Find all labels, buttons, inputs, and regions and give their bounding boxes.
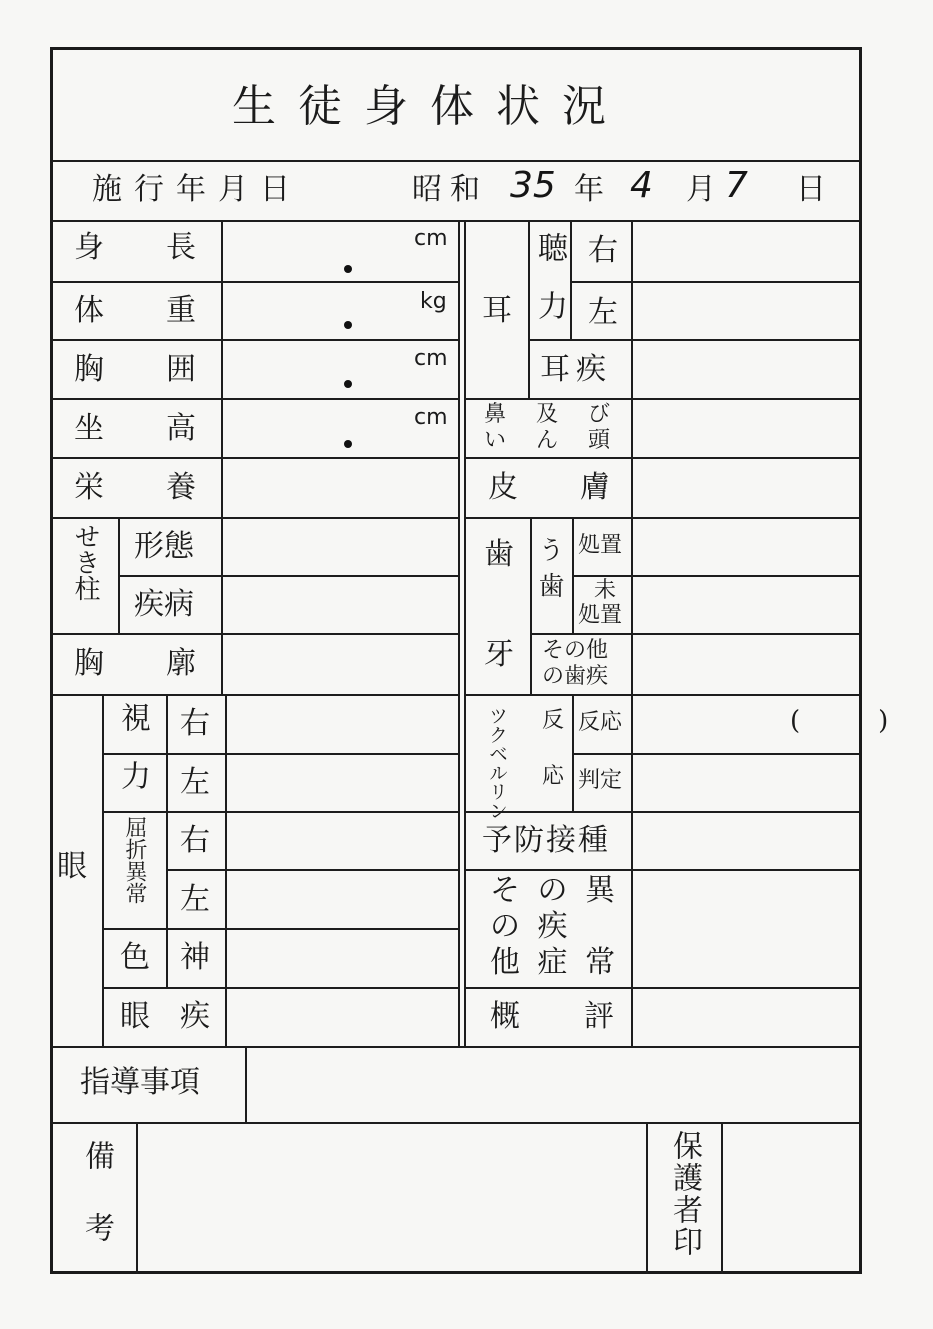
- nutrition-label-a: 栄: [74, 470, 104, 505]
- sitting-label-a: 坐: [74, 411, 104, 446]
- era-label: 昭和: [412, 172, 488, 207]
- vision-right-label: 右: [180, 706, 210, 741]
- refraction-label: 屈折異常: [122, 816, 147, 904]
- form-title: 生徒身体状況: [232, 81, 628, 132]
- caries-treated-label: 処置: [578, 533, 623, 558]
- weight-unit: kg: [420, 289, 447, 314]
- summary-label-b: 評: [584, 999, 614, 1034]
- thorax-label-a: 胸: [74, 646, 104, 681]
- weight-label-a: 体: [74, 293, 104, 328]
- vision-label: 視力: [115, 702, 150, 818]
- nose-label-1: 鼻 及 び: [484, 402, 615, 427]
- hearing-left-label: 左: [588, 295, 618, 330]
- day-unit: 日: [796, 172, 826, 207]
- height-unit: cm: [414, 226, 448, 251]
- chest-decimal-dot: [344, 380, 352, 388]
- teeth-group-bottom: 牙: [484, 637, 514, 672]
- ear-disease-label: 耳疾: [540, 352, 612, 387]
- eye-disease-label: 眼 疾: [120, 999, 210, 1034]
- height-label-b: 長: [166, 230, 196, 265]
- height-label-a: 身: [74, 230, 104, 265]
- tuberculin-col-top: 反: [542, 708, 565, 733]
- year-value: 35: [510, 165, 556, 206]
- guardian-seal-label: 保護者印: [667, 1130, 702, 1258]
- day-value: 7: [725, 165, 748, 206]
- tuberculin-label: ツクベルリン: [486, 706, 508, 820]
- spine-group-label: せき柱: [70, 523, 100, 601]
- hearing-label: 聴力: [532, 232, 567, 348]
- nose-label-2: い ん 頭: [484, 428, 615, 453]
- date-label: 施行年月日: [92, 172, 302, 207]
- other-dental-1: その他: [542, 638, 609, 663]
- spine-disease-label: 疾病: [134, 587, 194, 622]
- month-value: 4: [630, 165, 653, 206]
- refraction-right-label: 右: [180, 823, 210, 858]
- refraction-left-label: 左: [180, 882, 210, 917]
- year-unit: 年: [574, 172, 604, 207]
- sitting-unit: cm: [414, 405, 448, 430]
- skin-label-b: 膚: [580, 470, 610, 505]
- remarks-label: 備考: [79, 1140, 114, 1284]
- teeth-group-top: 歯: [484, 537, 514, 572]
- caries-untreated-1: 未: [594, 578, 617, 603]
- caries-label: う歯: [534, 536, 564, 608]
- tuberculin-reaction-label: 反応: [578, 710, 623, 735]
- sitting-label-b: 高: [166, 411, 196, 446]
- thorax-label-b: 廓: [166, 646, 196, 681]
- other-abnormality-3: 他 症 常: [490, 945, 620, 980]
- skin-label-a: 皮: [488, 470, 518, 505]
- chest-label-a: 胸: [74, 352, 104, 387]
- tuberculin-reaction-paren: ( ): [790, 706, 889, 736]
- summary-label-a: 概: [490, 999, 520, 1034]
- nutrition-label-b: 養: [166, 470, 196, 505]
- tuberculin-judgement-label: 判定: [578, 768, 623, 793]
- chest-unit: cm: [414, 346, 448, 371]
- tuberculin-col-bottom: 応: [542, 764, 565, 789]
- height-decimal-dot: [344, 265, 352, 273]
- chest-label-b: 囲: [166, 352, 196, 387]
- eye-group-label: 眼: [57, 849, 87, 884]
- guidance-label: 指導事項: [80, 1065, 200, 1100]
- weight-label-b: 重: [166, 293, 196, 328]
- hearing-right-label: 右: [588, 233, 618, 268]
- month-unit: 月: [686, 172, 716, 207]
- vaccination-label: 予防接種: [482, 823, 610, 858]
- sitting-decimal-dot: [344, 440, 352, 448]
- other-abnormality-2: の 疾: [490, 909, 572, 944]
- vision-left-label: 左: [180, 765, 210, 800]
- ear-group-label: 耳: [482, 293, 512, 328]
- caries-untreated-2: 処置: [578, 603, 623, 628]
- other-abnormality-1: そ の 異: [490, 873, 620, 908]
- color-vision-label: 色 神: [120, 940, 210, 975]
- weight-decimal-dot: [344, 321, 352, 329]
- spine-shape-label: 形態: [134, 529, 194, 564]
- other-dental-2: の歯疾: [542, 664, 609, 689]
